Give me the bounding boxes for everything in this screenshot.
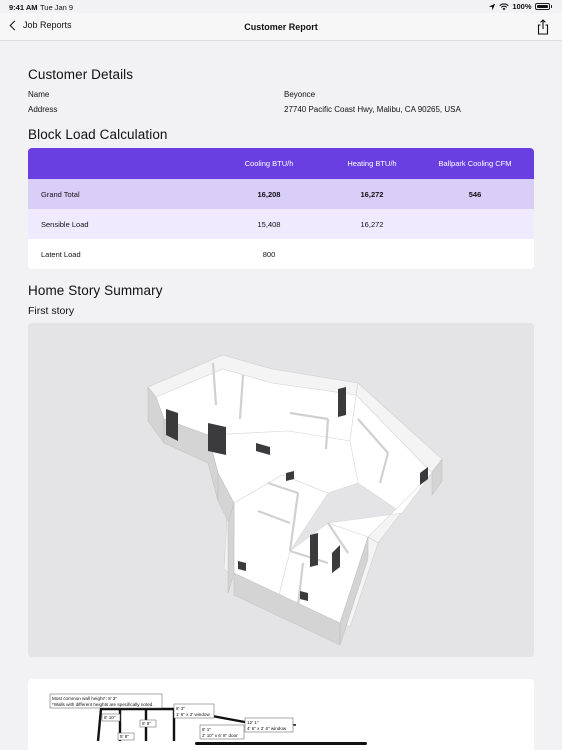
name-row [28, 87, 534, 101]
customer-details-heading: Customer Details [28, 67, 134, 82]
battery-icon [535, 3, 550, 10]
cooling-value: 15,408 [257, 219, 281, 229]
back-label: Job Reports [23, 20, 72, 30]
table-header [28, 148, 534, 179]
status-bar [0, 0, 562, 13]
model-floors [156, 369, 432, 623]
floor-plan-drawing [28, 679, 534, 750]
row-label: Grand Total [41, 189, 80, 199]
cfm-value: 546 [468, 189, 482, 199]
row-label: Sensible Load [41, 219, 89, 229]
name-label: Name [28, 89, 50, 99]
plan-labels [50, 694, 293, 740]
home-story-heading: Home Story Summary [28, 283, 163, 298]
wifi-icon [499, 3, 509, 11]
plan-dim-2: 8' 10" [104, 715, 116, 720]
plan-dim-1: 8' 3" [176, 706, 185, 711]
plan-note-1: Most common wall height*: 8' 3" [52, 696, 118, 701]
table-row [28, 179, 534, 209]
cooling-value: 800 [262, 249, 276, 259]
location-icon [488, 3, 496, 11]
address-value: 27740 Pacific Coast Hwy, Malibu, CA 90265, USA [284, 104, 461, 114]
status-date: Tue Jan 9 [40, 3, 74, 12]
floor-3d-render [28, 323, 534, 657]
plan-dim-5: 8' 1" [202, 727, 211, 732]
plan-note-2: *Walls with different heights are specifically noted. [52, 702, 154, 707]
floor-plan-2d[interactable] [28, 679, 534, 750]
home-indicator[interactable] [195, 742, 367, 745]
block-load-table [28, 148, 534, 269]
block-load-heading: Block Load Calculation [28, 127, 168, 142]
header-cooling: Cooling BTU/h [244, 159, 294, 168]
page-title: Customer Report [244, 22, 318, 32]
report-content [28, 41, 534, 657]
heating-value: 16,272 [360, 189, 384, 199]
header-heating: Heating BTU/h [347, 159, 397, 168]
cooling-value: 16,208 [257, 189, 281, 199]
name-value: Beyonce [284, 89, 316, 99]
battery-percent: 100% [512, 2, 532, 11]
plan-dim-6: 5' 8" [120, 734, 129, 739]
floor-3d-model[interactable] [28, 323, 534, 657]
plan-dim-4b: 4' 6" x 2' 6" window [247, 726, 287, 731]
table-row [28, 239, 534, 269]
address-label: Address [28, 104, 58, 114]
plan-dim-1b: 1' 6" x 2' window [176, 712, 210, 717]
plan-dim-5b: 2' 10" x 6' 8" door [202, 733, 238, 738]
heating-value: 16,272 [360, 219, 384, 229]
status-right [488, 2, 552, 11]
address-row [28, 102, 534, 116]
status-time: 9:41 AM [9, 3, 38, 12]
header-cfm: Ballpark Cooling CFM [438, 159, 512, 168]
battery-nub [551, 5, 553, 8]
plan-dim-3: 8' 8" [142, 721, 151, 726]
story-label: First story [28, 305, 75, 317]
row-label: Latent Load [41, 249, 81, 259]
plan-dim-4: 12' 1" [247, 720, 259, 725]
share-icon[interactable] [536, 19, 550, 35]
navigation-bar [0, 13, 562, 41]
table-row [28, 209, 534, 239]
